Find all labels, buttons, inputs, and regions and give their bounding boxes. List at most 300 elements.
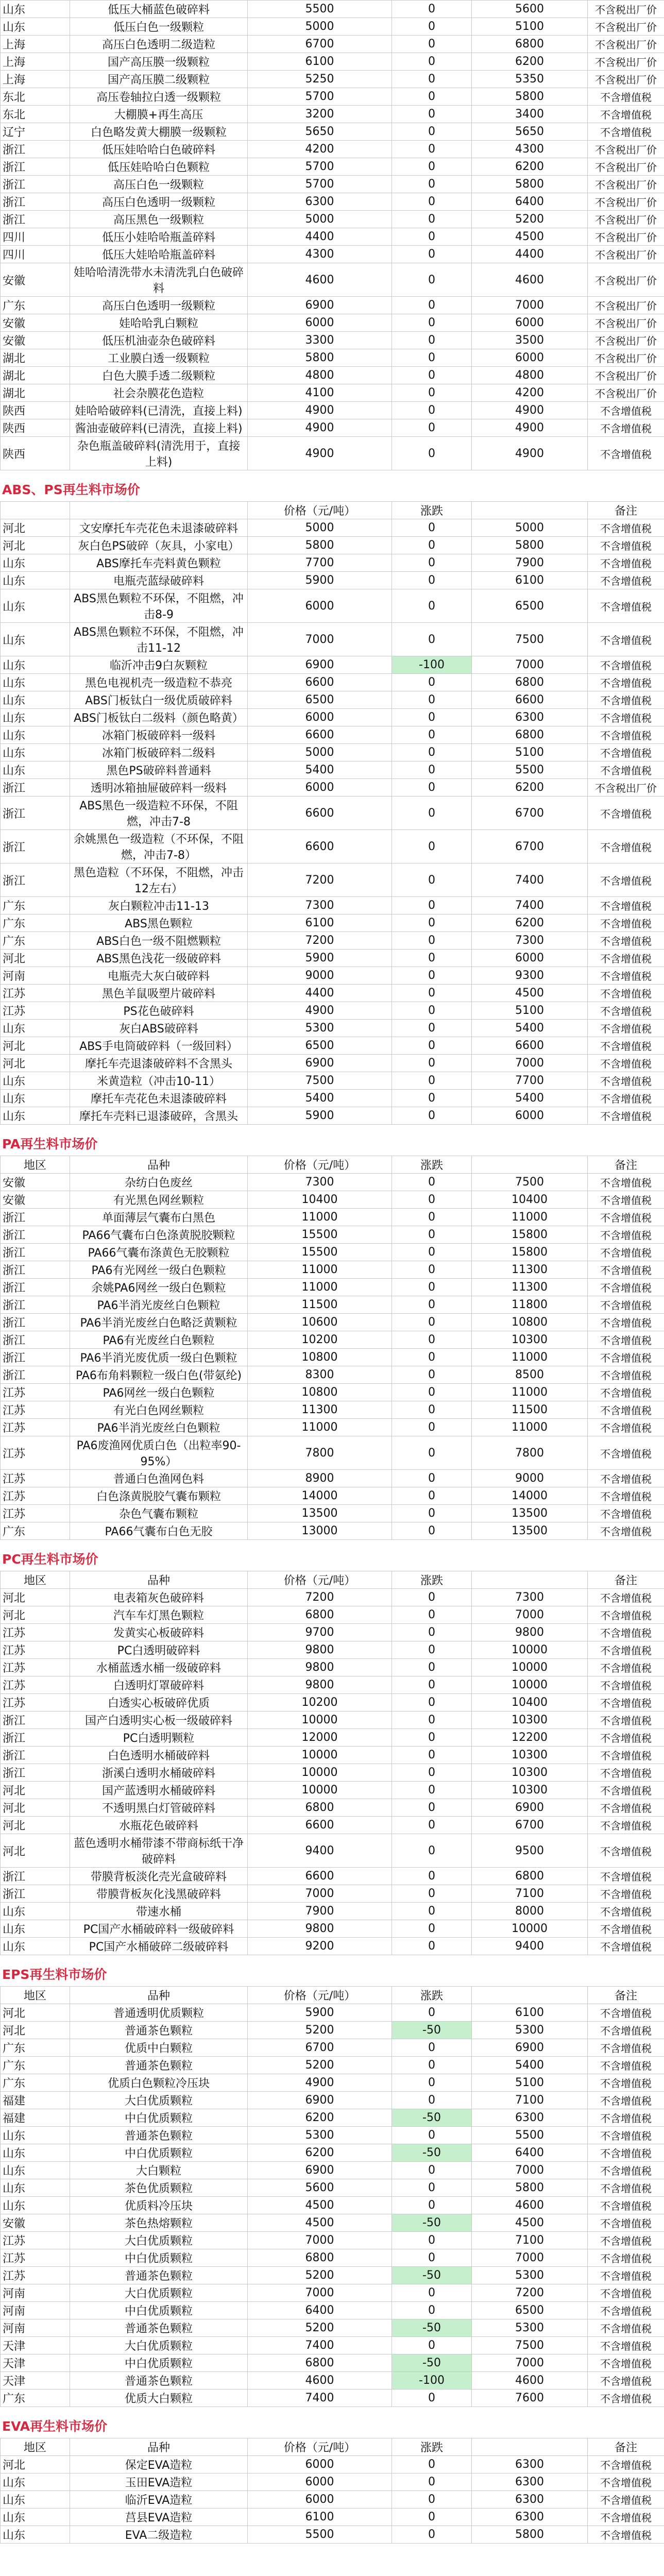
- note-cell: 不含增值税: [588, 1624, 664, 1641]
- product-cell: 工业膜白透一级颗粒: [70, 349, 248, 367]
- note-cell: 不含增值税: [588, 2022, 664, 2039]
- region-cell: 江苏: [1, 985, 70, 1002]
- price-low-cell: 6500: [248, 691, 392, 709]
- price-low-cell: 4600: [248, 2372, 392, 2389]
- table-row: [1, 349, 664, 367]
- region-cell: 河南: [1, 2319, 70, 2337]
- product-cell: 电表箱灰色破碎料: [70, 1589, 248, 1606]
- price-low-cell: 4400: [248, 228, 392, 246]
- product-cell: PS花色破碎料: [70, 1002, 248, 1020]
- region-cell: 江苏: [1, 1641, 70, 1659]
- region-cell: 河南: [1, 2284, 70, 2302]
- price-low-cell: 7900: [248, 1903, 392, 1920]
- change-cell: 0: [392, 1487, 472, 1505]
- price-low-cell: 5300: [248, 2127, 392, 2144]
- price-high-cell: 6700: [472, 796, 588, 830]
- product-cell: 普通白色渔网色料: [70, 1470, 248, 1487]
- note-cell: 不含税出厂价: [588, 158, 664, 176]
- table-row: [1, 589, 664, 623]
- price-low-cell: 7400: [248, 2337, 392, 2354]
- note-cell: 不含增值税: [588, 744, 664, 761]
- table-row: [1, 193, 664, 211]
- change-cell: 0: [392, 1817, 472, 1834]
- region-cell: 上海: [1, 53, 70, 71]
- price-high-cell: 11500: [472, 1401, 588, 1419]
- table-row: [1, 1174, 664, 1191]
- region-cell: 山东: [1, 2509, 70, 2526]
- price-high-cell: 10000: [472, 1920, 588, 1938]
- region-cell: 江苏: [1, 2249, 70, 2267]
- price-low-cell: 5400: [248, 761, 392, 779]
- region-cell: 山东: [1, 2526, 70, 2544]
- product-cell: ABS白色一级不阻燃颗粒: [70, 932, 248, 950]
- price-high-cell: 11000: [472, 1349, 588, 1366]
- region-cell: 广东: [1, 2039, 70, 2057]
- change-cell: 0: [392, 314, 472, 332]
- note-cell: 不含增值税: [588, 2214, 664, 2232]
- price-low-cell: 7200: [248, 1589, 392, 1606]
- product-cell: 高压白色透明一级颗粒: [70, 193, 248, 211]
- price-low-cell: 6100: [248, 2509, 392, 2526]
- price-high-cell: 6300: [472, 2509, 588, 2526]
- region-cell: 四川: [1, 246, 70, 263]
- region-cell: 河北: [1, 1589, 70, 1606]
- table-row: [1, 519, 664, 537]
- product-cell: 带膜背板灰化浅黑破碎料: [70, 1885, 248, 1903]
- product-cell: 电瓶壳蓝绿破碎料: [70, 572, 248, 589]
- region-cell: 山东: [1, 691, 70, 709]
- product-cell: PA6有光网丝一级白色颗粒: [70, 1261, 248, 1279]
- region-cell: 浙江: [1, 1868, 70, 1885]
- product-cell: 大白颗粒: [70, 2162, 248, 2179]
- price-low-cell: 6400: [248, 2302, 392, 2319]
- price-low-cell: 5000: [248, 519, 392, 537]
- table-row: [1, 744, 664, 761]
- price-low-cell: 11000: [248, 1419, 392, 1436]
- price-low-cell: 6700: [248, 2039, 392, 2057]
- region-cell: 山东: [1, 554, 70, 572]
- price-high-cell: 6800: [472, 674, 588, 691]
- change-cell: 0: [392, 106, 472, 123]
- note-cell: 不含增值税: [588, 1244, 664, 1261]
- region-cell: 河南: [1, 2302, 70, 2319]
- table-row: [1, 2127, 664, 2144]
- price-high-cell: 5100: [472, 1002, 588, 1020]
- product-cell: 单面薄层气囊布白黑色: [70, 1209, 248, 1226]
- change-cell: 0: [392, 88, 472, 106]
- price-high-cell: 4500: [472, 985, 588, 1002]
- region-cell: 山东: [1, 18, 70, 36]
- change-cell: 0: [392, 2249, 472, 2267]
- price-low-cell: 4800: [248, 367, 392, 384]
- note-cell: 不含增值税: [588, 1903, 664, 1920]
- price-high-cell: 6900: [472, 1799, 588, 1817]
- region-cell: 江苏: [1, 1624, 70, 1641]
- product-cell: 杂色气囊布颗粒: [70, 1505, 248, 1522]
- price-high-cell: 9000: [472, 1470, 588, 1487]
- product-cell: 国产蓝透明水桶破碎料: [70, 1782, 248, 1799]
- price-high-cell: 7000: [472, 1606, 588, 1624]
- note-cell: 不含税出厂价: [588, 141, 664, 158]
- price-high-cell: 6000: [472, 1107, 588, 1125]
- note-cell: 不含增值税: [588, 1279, 664, 1296]
- change-cell: 0: [392, 967, 472, 985]
- price-high-cell: 7000: [472, 297, 588, 314]
- table-row: [1, 2372, 664, 2389]
- region-cell: 河北: [1, 537, 70, 554]
- price-low-cell: 10200: [248, 1694, 392, 1711]
- region-cell: 山东: [1, 2144, 70, 2162]
- change-cell: 0: [392, 2162, 472, 2179]
- table-row: [1, 141, 664, 158]
- table-row: [1, 1209, 664, 1226]
- region-cell: 浙江: [1, 1314, 70, 1331]
- header-cell: 地区: [1, 2438, 70, 2456]
- change-cell: 0: [392, 246, 472, 263]
- table-row: [1, 1191, 664, 1209]
- price-high-cell: 9800: [472, 1624, 588, 1641]
- price-high-cell: 6500: [472, 2302, 588, 2319]
- header-cell: 品种: [70, 1571, 248, 1589]
- price-high-cell: 7000: [472, 1055, 588, 1072]
- region-cell: 河北: [1, 1037, 70, 1055]
- price-high-cell: 6300: [472, 2473, 588, 2491]
- region-cell: 山东: [1, 1020, 70, 1037]
- region-cell: 江苏: [1, 1419, 70, 1436]
- price-high-cell: 4400: [472, 246, 588, 263]
- price-high-cell: 10300: [472, 1747, 588, 1764]
- price-high-cell: 15800: [472, 1226, 588, 1244]
- price-high-cell: 4800: [472, 367, 588, 384]
- price-low-cell: 5200: [248, 2057, 392, 2074]
- product-cell: PA6废渔网优质白色（出粒率90-95%）: [70, 1436, 248, 1470]
- header-cell: 价格（元/吨）: [248, 2438, 392, 2456]
- product-cell: 带速水桶: [70, 1903, 248, 1920]
- product-cell: 中白优质颗粒: [70, 2302, 248, 2319]
- change-cell: 0: [392, 1, 472, 18]
- note-cell: 不含增值税: [588, 623, 664, 656]
- region-cell: 江苏: [1, 1401, 70, 1419]
- price-high-cell: 5300: [472, 2022, 588, 2039]
- change-cell: 0: [392, 1522, 472, 1540]
- region-cell: 天津: [1, 2337, 70, 2354]
- note-cell: 不含税出厂价: [588, 349, 664, 367]
- change-cell: 0: [392, 2127, 472, 2144]
- price-high-cell: 7100: [472, 2092, 588, 2109]
- header-cell: 涨跌: [392, 1156, 472, 1174]
- product-cell: 白色透明水桶破碎料: [70, 1747, 248, 1764]
- table-row: [1, 2004, 664, 2022]
- table-row: [1, 314, 664, 332]
- pa-price-table: [0, 1156, 664, 1540]
- price-high-cell: 5800: [472, 2526, 588, 2544]
- product-cell: 酱油壶破碎料(已清洗，直接上料): [70, 419, 248, 437]
- note-cell: 不含增值税: [588, 1747, 664, 1764]
- table-row: [1, 1244, 664, 1261]
- price-low-cell: 4500: [248, 2197, 392, 2214]
- price-high-cell: 7300: [472, 932, 588, 950]
- table-row: [1, 419, 664, 437]
- price-low-cell: 15500: [248, 1226, 392, 1244]
- product-cell: 黑色羊鼠吸塑片破碎料: [70, 985, 248, 1002]
- change-cell: 0: [392, 1920, 472, 1938]
- change-cell: 0: [392, 744, 472, 761]
- price-low-cell: 5800: [248, 537, 392, 554]
- price-high-cell: 4500: [472, 2214, 588, 2232]
- product-cell: 大白优质颗粒: [70, 2284, 248, 2302]
- price-low-cell: 12000: [248, 1729, 392, 1747]
- price-high-cell: 5400: [472, 1090, 588, 1107]
- product-cell: 大棚膜+再生高压: [70, 106, 248, 123]
- change-cell: 0: [392, 1072, 472, 1090]
- price-low-cell: 6900: [248, 2162, 392, 2179]
- product-cell: 大白优质颗粒: [70, 2232, 248, 2249]
- table-row: [1, 1261, 664, 1279]
- note-cell: 不含增值税: [588, 863, 664, 897]
- price-high-cell: 9300: [472, 967, 588, 985]
- change-cell: -100: [392, 2372, 472, 2389]
- region-cell: 山东: [1, 761, 70, 779]
- price-high-cell: 7800: [472, 1436, 588, 1470]
- table-row: [1, 1606, 664, 1624]
- change-cell: 0: [392, 1729, 472, 1747]
- table-row: [1, 1487, 664, 1505]
- note-cell: 不含增值税: [588, 2004, 664, 2022]
- price-high-cell: 13500: [472, 1505, 588, 1522]
- table-row: [1, 1885, 664, 1903]
- product-cell: 汽车车灯黑色颗粒: [70, 1606, 248, 1624]
- region-cell: 山东: [1, 726, 70, 744]
- note-cell: 不含税出厂价: [588, 779, 664, 796]
- region-cell: 福建: [1, 2109, 70, 2127]
- note-cell: 不含税出厂价: [588, 314, 664, 332]
- note-cell: 不含增值税: [588, 2372, 664, 2389]
- note-cell: 不含增值税: [588, 1261, 664, 1279]
- product-cell: 灰白ABS破碎料: [70, 1020, 248, 1037]
- note-cell: 不含增值税: [588, 2109, 664, 2127]
- note-cell: 不含税出厂价: [588, 263, 664, 297]
- table-row: [1, 402, 664, 419]
- table-row: [1, 1, 664, 18]
- region-cell: 浙江: [1, 1226, 70, 1244]
- change-cell: 0: [392, 1885, 472, 1903]
- region-cell: 辽宁: [1, 123, 70, 141]
- note-cell: 不含增值税: [588, 554, 664, 572]
- price-high-cell: 5200: [472, 211, 588, 228]
- note-cell: 不含税出厂价: [588, 384, 664, 402]
- change-cell: 0: [392, 1419, 472, 1436]
- price-low-cell: 4900: [248, 1002, 392, 1020]
- product-cell: 高压白色透明一级颗粒: [70, 297, 248, 314]
- price-low-cell: 3300: [248, 332, 392, 349]
- note-cell: 不含增值税: [588, 2319, 664, 2337]
- table-row: [1, 985, 664, 1002]
- price-low-cell: 5000: [248, 211, 392, 228]
- change-cell: -100: [392, 656, 472, 674]
- price-low-cell: 6000: [248, 2456, 392, 2473]
- price-high-cell: 13500: [472, 1522, 588, 1540]
- table-row: [1, 2526, 664, 2544]
- region-cell: 浙江: [1, 176, 70, 193]
- price-low-cell: 4900: [248, 437, 392, 470]
- change-cell: 0: [392, 1470, 472, 1487]
- price-low-cell: 10200: [248, 1331, 392, 1349]
- product-cell: 杂色瓶盖破碎料(清洗用于，直接上料): [70, 437, 248, 470]
- price-high-cell: 7900: [472, 554, 588, 572]
- product-cell: 水桶蓝透水桶一级破碎料: [70, 1659, 248, 1676]
- table-row: [1, 897, 664, 914]
- price-high-cell: 11800: [472, 1296, 588, 1314]
- change-cell: 0: [392, 1349, 472, 1366]
- table-row: [1, 691, 664, 709]
- product-cell: PC国产水桶破碎料一级破碎料: [70, 1920, 248, 1938]
- note-cell: 不含增值税: [588, 1314, 664, 1331]
- product-cell: ABS黑色浅花一级破碎料: [70, 950, 248, 967]
- price-high-cell: 7000: [472, 2162, 588, 2179]
- product-cell: 国产高压膜二级颗粒: [70, 71, 248, 88]
- product-cell: PA6半消光废丝白色略泛黄颗粒: [70, 1314, 248, 1331]
- price-low-cell: 6000: [248, 2491, 392, 2509]
- price-high-cell: 10400: [472, 1694, 588, 1711]
- note-cell: 不含增值税: [588, 726, 664, 744]
- region-cell: 浙江: [1, 1764, 70, 1782]
- table-row: [1, 1470, 664, 1487]
- pc-section-title: PC再生料市场价: [2, 1552, 98, 1567]
- price-high-cell: 6200: [472, 53, 588, 71]
- product-cell: 低压白色一级颗粒: [70, 18, 248, 36]
- table-row: [1, 2179, 664, 2197]
- note-cell: 不含税出厂价: [588, 53, 664, 71]
- table-row: [1, 263, 664, 297]
- region-cell: 浙江: [1, 1885, 70, 1903]
- table-row: [1, 2302, 664, 2319]
- product-cell: PA6布角料颗粒一级白色(带氨纶): [70, 1366, 248, 1384]
- note-cell: 不含增值税: [588, 2249, 664, 2267]
- product-cell: 莒县EVA造粒: [70, 2509, 248, 2526]
- price-high-cell: 10000: [472, 1659, 588, 1676]
- table-row: [1, 2074, 664, 2092]
- table-row: [1, 1436, 664, 1470]
- table-row: [1, 1938, 664, 1955]
- product-cell: 电瓶壳大灰白破碎料: [70, 967, 248, 985]
- product-cell: 中白优质颗粒: [70, 2144, 248, 2162]
- change-cell: 0: [392, 779, 472, 796]
- region-cell: 浙江: [1, 1349, 70, 1366]
- region-cell: 天津: [1, 2372, 70, 2389]
- product-cell: 冰箱门板破碎料二级料: [70, 744, 248, 761]
- product-cell: 茶色热熔颗粒: [70, 2214, 248, 2232]
- product-cell: 白色涤黄脱胶气囊布颗粒: [70, 1487, 248, 1505]
- price-low-cell: 5500: [248, 2526, 392, 2544]
- note-cell: 不含增值税: [588, 1606, 664, 1624]
- region-cell: 河北: [1, 950, 70, 967]
- region-cell: 河北: [1, 2456, 70, 2473]
- note-cell: 不含增值税: [588, 1226, 664, 1244]
- product-cell: ABS黑色一级造粒不环保，不阻燃，冲击7-8: [70, 796, 248, 830]
- price-high-cell: 10800: [472, 1314, 588, 1331]
- price-low-cell: 6900: [248, 2092, 392, 2109]
- note-cell: 不含增值税: [588, 2509, 664, 2526]
- header-cell: 涨跌: [392, 1571, 472, 1589]
- note-cell: 不含增值税: [588, 1522, 664, 1540]
- change-cell: 0: [392, 932, 472, 950]
- price-high-cell: 6700: [472, 830, 588, 863]
- price-low-cell: 11000: [248, 1209, 392, 1226]
- region-cell: 安徽: [1, 314, 70, 332]
- table-row: [1, 1764, 664, 1782]
- price-high-cell: 11000: [472, 1419, 588, 1436]
- product-cell: 低压娃哈哈白色颗粒: [70, 158, 248, 176]
- change-cell: -50: [392, 2319, 472, 2337]
- table-row: [1, 367, 664, 384]
- eps-section-title: EPS再生料市场价: [2, 1967, 107, 1982]
- price-low-cell: 10800: [248, 1384, 392, 1401]
- table-row: [1, 1641, 664, 1659]
- price-high-cell: 6500: [472, 589, 588, 623]
- table-row: [1, 2509, 664, 2526]
- table-row: [1, 932, 664, 950]
- change-cell: 0: [392, 572, 472, 589]
- change-cell: 0: [392, 228, 472, 246]
- note-cell: 不含增值税: [588, 2162, 664, 2179]
- note-cell: 不含增值税: [588, 2267, 664, 2284]
- note-cell: 不含增值税: [588, 1174, 664, 1191]
- region-cell: 山东: [1, 1920, 70, 1938]
- table-row: [1, 1279, 664, 1296]
- table-row: [1, 2162, 664, 2179]
- price-high-cell: 6700: [472, 1817, 588, 1834]
- note-cell: 不含增值税: [588, 2127, 664, 2144]
- note-cell: 不含增值税: [588, 2179, 664, 2197]
- change-cell: 0: [392, 1589, 472, 1606]
- table-row: [1, 36, 664, 53]
- table-row: [1, 623, 664, 656]
- table-row: [1, 1314, 664, 1331]
- change-cell: -50: [392, 2354, 472, 2372]
- product-cell: 有光白色网丝颗粒: [70, 1401, 248, 1419]
- price-high-cell: 6800: [472, 36, 588, 53]
- note-cell: 不含增值税: [588, 1107, 664, 1125]
- price-low-cell: 6800: [248, 1799, 392, 1817]
- table-row: [1, 1522, 664, 1540]
- note-cell: 不含税出厂价: [588, 176, 664, 193]
- price-high-cell: 5100: [472, 744, 588, 761]
- table-row: [1, 1419, 664, 1436]
- product-cell: 玉田EVA造粒: [70, 2473, 248, 2491]
- region-cell: 山东: [1, 2491, 70, 2509]
- table-row: [1, 1711, 664, 1729]
- region-cell: 江苏: [1, 2232, 70, 2249]
- change-cell: 0: [392, 1711, 472, 1729]
- region-cell: 福建: [1, 2092, 70, 2109]
- change-cell: 0: [392, 2057, 472, 2074]
- header-cell: 品种: [70, 1987, 248, 2004]
- product-cell: 低压大桶蓝色破碎料: [70, 1, 248, 18]
- change-cell: 0: [392, 71, 472, 88]
- table-row: [1, 1799, 664, 1817]
- table-row: [1, 1659, 664, 1676]
- product-cell: 社会杂膜花色造粒: [70, 384, 248, 402]
- table-row: [1, 2284, 664, 2302]
- note-cell: 不含增值税: [588, 914, 664, 932]
- price-low-cell: 4500: [248, 2214, 392, 2232]
- product-cell: 白色略发黄大棚膜一级颗粒: [70, 123, 248, 141]
- change-cell: 0: [392, 1606, 472, 1624]
- note-cell: 不含增值税: [588, 2144, 664, 2162]
- product-cell: 高压白色透明二级造粒: [70, 36, 248, 53]
- note-cell: 不含增值税: [588, 2092, 664, 2109]
- product-cell: 普通茶色颗粒: [70, 2022, 248, 2039]
